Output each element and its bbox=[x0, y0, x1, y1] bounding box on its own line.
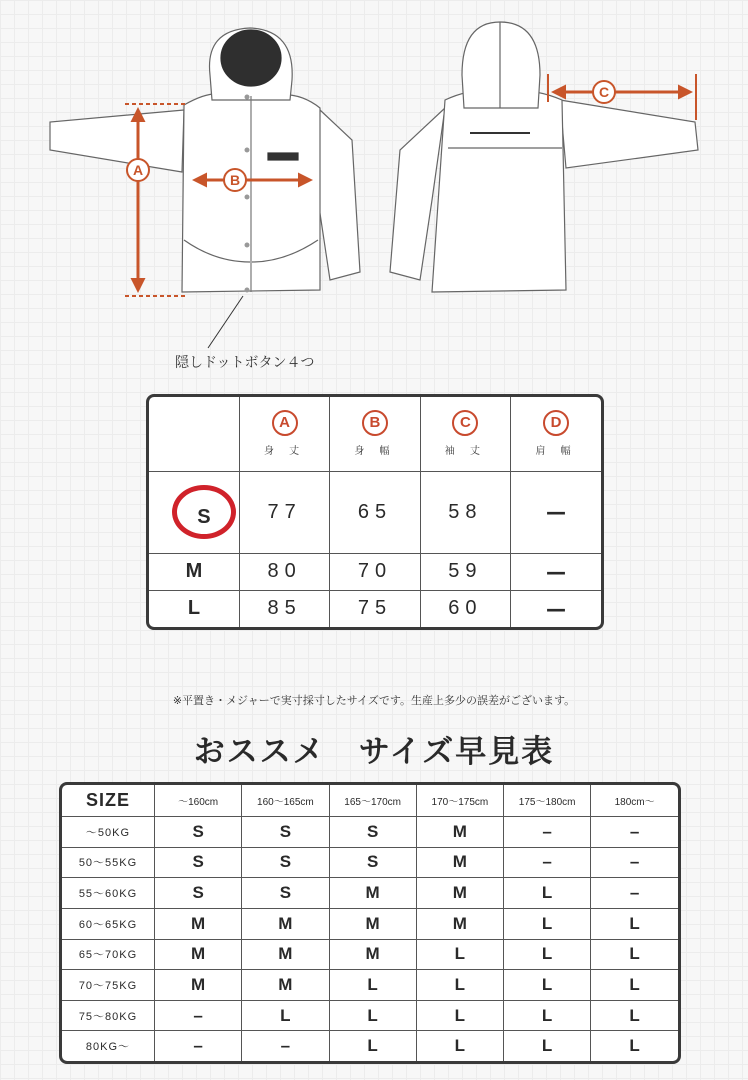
rec-value: – bbox=[591, 878, 678, 909]
dimension-c-label: C bbox=[598, 84, 610, 100]
size-value: 75 bbox=[330, 590, 420, 627]
size-value: 58 bbox=[420, 471, 510, 553]
header-c-letter: C bbox=[452, 410, 478, 436]
rec-height-header: ～160cm bbox=[155, 785, 242, 816]
rec-value: L bbox=[591, 1031, 678, 1061]
size-s-highlight-circle: S bbox=[172, 485, 236, 539]
rec-value: S bbox=[155, 847, 242, 878]
rec-row bbox=[62, 1000, 678, 1031]
size-value: — bbox=[511, 590, 601, 627]
rec-height-header: 170～175cm bbox=[416, 785, 503, 816]
rec-size-header: SIZE bbox=[62, 785, 155, 816]
rec-value: M bbox=[155, 939, 242, 970]
rec-value: L bbox=[591, 908, 678, 939]
rec-value: – bbox=[504, 847, 591, 878]
rec-height-header: 180cm～ bbox=[591, 785, 678, 816]
dimension-b-label: B bbox=[229, 172, 241, 188]
rec-value: M bbox=[155, 970, 242, 1001]
rec-value: S bbox=[242, 878, 329, 909]
rec-value: M bbox=[242, 908, 329, 939]
size-value: — bbox=[511, 471, 601, 553]
size-value: 77 bbox=[239, 471, 329, 553]
button-note: 隠しドットボタン４つ bbox=[175, 355, 315, 371]
rec-header-row bbox=[62, 785, 678, 816]
rec-value: L bbox=[591, 939, 678, 970]
size-table-header-row bbox=[149, 397, 601, 471]
header-c-label: 袖 丈 bbox=[444, 446, 486, 458]
header-d-letter: D bbox=[543, 410, 569, 436]
rec-value: M bbox=[329, 878, 416, 909]
rec-row bbox=[62, 908, 678, 939]
jacket-illustration bbox=[0, 0, 748, 380]
rec-value: L bbox=[416, 1000, 503, 1031]
size-label-m: M bbox=[149, 553, 239, 590]
rec-weight-label: 80KG～ bbox=[62, 1031, 155, 1061]
rec-value: M bbox=[242, 970, 329, 1001]
rec-weight-label: 70～75KG bbox=[62, 970, 155, 1001]
size-value: 60 bbox=[420, 590, 510, 627]
rec-value: L bbox=[504, 878, 591, 909]
size-table-corner bbox=[149, 397, 239, 471]
size-value: 59 bbox=[420, 553, 510, 590]
size-value: — bbox=[511, 553, 601, 590]
rec-row bbox=[62, 816, 678, 847]
rec-height-header: 165～170cm bbox=[329, 785, 416, 816]
rec-value: L bbox=[504, 908, 591, 939]
rec-value: – bbox=[591, 816, 678, 847]
rec-value: S bbox=[155, 816, 242, 847]
header-c bbox=[420, 397, 510, 471]
rec-value: – bbox=[155, 1031, 242, 1061]
size-label-s bbox=[149, 471, 239, 553]
rec-value: M bbox=[242, 939, 329, 970]
rec-value: M bbox=[329, 908, 416, 939]
rec-value: S bbox=[329, 847, 416, 878]
rec-row bbox=[62, 939, 678, 970]
rec-row bbox=[62, 970, 678, 1001]
rec-value: L bbox=[416, 970, 503, 1001]
rec-row bbox=[62, 1031, 678, 1061]
header-a bbox=[239, 397, 329, 471]
rec-value: L bbox=[329, 970, 416, 1001]
rec-value: L bbox=[416, 1031, 503, 1061]
rec-height-header: 175～180cm bbox=[504, 785, 591, 816]
rec-weight-label: 60～65KG bbox=[62, 908, 155, 939]
back-jacket bbox=[390, 22, 698, 292]
rec-value: L bbox=[242, 1000, 329, 1031]
header-a-letter: A bbox=[272, 410, 298, 436]
rec-value: M bbox=[155, 908, 242, 939]
header-b-letter: B bbox=[362, 410, 388, 436]
size-row-m bbox=[149, 553, 601, 590]
header-b-label: 身 幅 bbox=[354, 446, 396, 458]
button-leader bbox=[208, 296, 243, 348]
dimension-a-label: A bbox=[132, 162, 144, 178]
rec-value: M bbox=[416, 878, 503, 909]
rec-row bbox=[62, 878, 678, 909]
rec-value: – bbox=[504, 816, 591, 847]
header-d bbox=[511, 397, 601, 471]
rec-value: L bbox=[504, 970, 591, 1001]
rec-value: – bbox=[242, 1031, 329, 1061]
rec-row bbox=[62, 847, 678, 878]
size-row-s bbox=[149, 471, 601, 553]
rec-value: M bbox=[416, 908, 503, 939]
size-value: 80 bbox=[239, 553, 329, 590]
size-value: 70 bbox=[330, 553, 420, 590]
size-row-l bbox=[149, 590, 601, 627]
size-value: 65 bbox=[330, 471, 420, 553]
rec-value: L bbox=[329, 1031, 416, 1061]
rec-value: S bbox=[329, 816, 416, 847]
rec-value: – bbox=[155, 1000, 242, 1031]
rec-value: S bbox=[242, 816, 329, 847]
rec-value: L bbox=[591, 970, 678, 1001]
front-jacket bbox=[50, 28, 360, 292]
rec-value: L bbox=[504, 1000, 591, 1031]
header-a-label: 身 丈 bbox=[263, 446, 306, 458]
rec-value: L bbox=[504, 1031, 591, 1061]
rec-weight-label: 55～60KG bbox=[62, 878, 155, 909]
rec-value: L bbox=[504, 939, 591, 970]
rec-weight-label: 65～70KG bbox=[62, 939, 155, 970]
size-value: 85 bbox=[239, 590, 329, 627]
rec-value: M bbox=[329, 939, 416, 970]
rec-weight-label: 50～55KG bbox=[62, 847, 155, 878]
rec-value: L bbox=[416, 939, 503, 970]
header-b bbox=[330, 397, 420, 471]
rec-weight-label: 75～80KG bbox=[62, 1000, 155, 1031]
rec-value: L bbox=[591, 1000, 678, 1031]
rec-value: M bbox=[416, 847, 503, 878]
rec-height-header: 160～165cm bbox=[242, 785, 329, 816]
size-label-l: L bbox=[149, 590, 239, 627]
rec-value: L bbox=[329, 1000, 416, 1031]
measurement-note: ※平置き・メジャーで実寸採寸したサイズです。生産上多少の誤差がございます。 bbox=[172, 694, 576, 707]
recommend-title: おススメ サイズ早見表 bbox=[193, 734, 555, 770]
rec-value: M bbox=[416, 816, 503, 847]
rec-value: S bbox=[242, 847, 329, 878]
rec-weight-label: ～50KG bbox=[62, 816, 155, 847]
rec-value: – bbox=[591, 847, 678, 878]
recommendation-table bbox=[59, 782, 681, 1064]
header-d-label: 肩 幅 bbox=[535, 446, 577, 458]
rec-value: S bbox=[155, 878, 242, 909]
size-table bbox=[146, 394, 604, 630]
